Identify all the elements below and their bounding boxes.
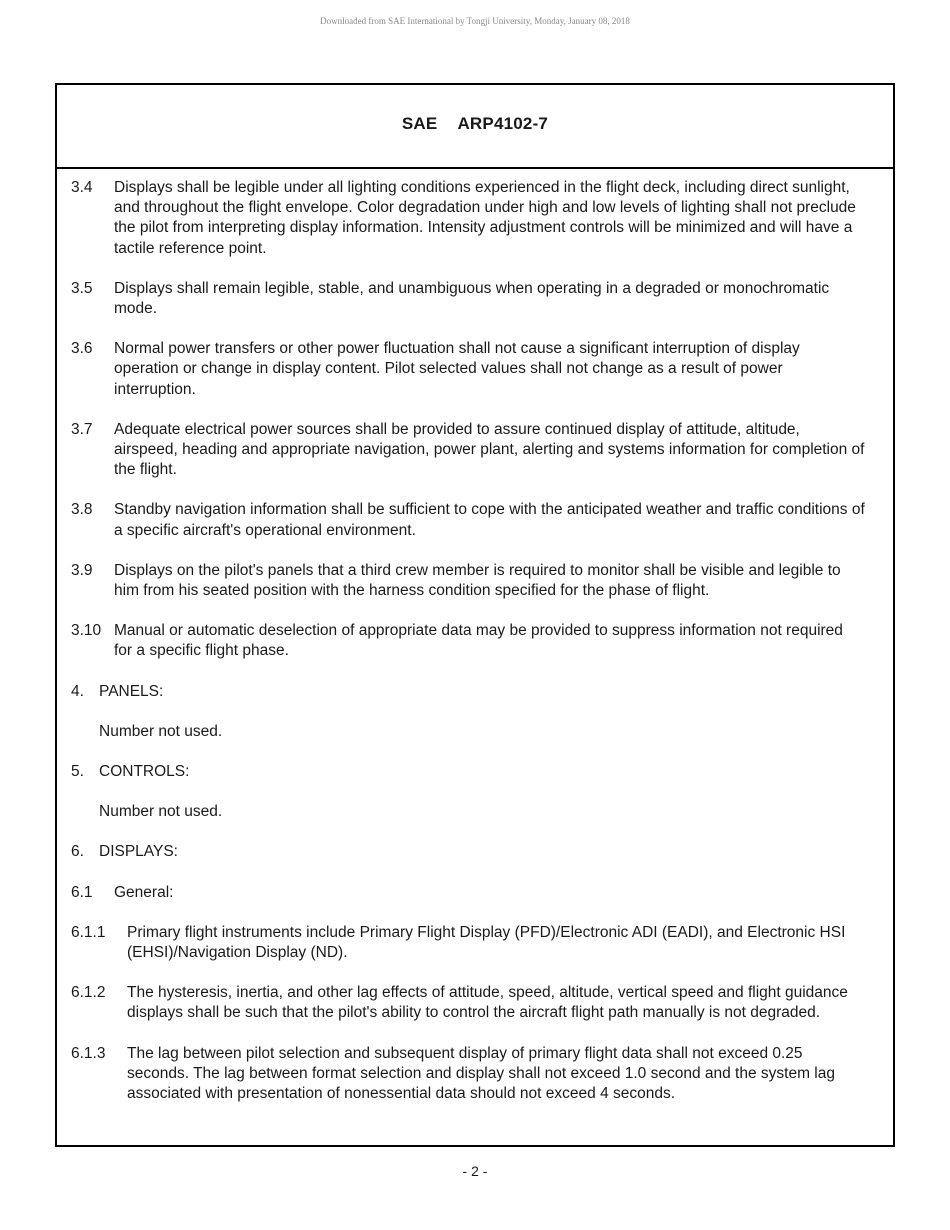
paragraph-6-1-3 — [71, 1044, 865, 1105]
paragraph-3-10 — [71, 621, 865, 661]
paragraph-3-8 — [71, 500, 865, 540]
section-6-1-heading — [71, 883, 865, 903]
section-title: General: — [114, 883, 174, 901]
paragraph-number: 3.6 — [71, 340, 93, 358]
document-body — [57, 169, 893, 1104]
paragraph-number: 3.7 — [71, 420, 93, 438]
section-4-heading — [71, 682, 865, 702]
paragraph-3-9 — [71, 561, 865, 601]
paragraph-6-1-1 — [71, 923, 865, 963]
paragraph-number: 3.5 — [71, 279, 93, 297]
section-title: CONTROLS: — [99, 763, 190, 781]
paragraph-text: Adequate electrical power sources shall be provided to assure continued display of attitude, altitude, airspeed, heading and appropriate navigation, power plant, alerting and systems information for completion of the flight. — [114, 420, 865, 479]
paragraph-text: Standby navigation information shall be sufficient to cope with the anticipated weather and traffic conditions of a specific aircraft's operational environment. — [114, 501, 865, 539]
section-number: 6. — [71, 843, 84, 861]
paragraph-number: 6.1.1 — [71, 923, 106, 941]
section-5-note: Number not used. — [99, 803, 223, 821]
document-header — [57, 85, 893, 169]
paragraph-3-4 — [71, 178, 865, 259]
paragraph-number: 3.9 — [71, 561, 93, 579]
paragraph-3-5 — [71, 279, 865, 319]
paragraph-number: 3.10 — [71, 622, 102, 640]
section-title: PANELS: — [99, 682, 164, 700]
document-title — [402, 114, 548, 134]
paragraph-text: The lag between pilot selection and subsequent display of primary flight data shall not exceed 0.25 seconds. The lag between format selection and display shall not exceed 1.0 second and the system lag associated with presentation of nonessential data should not exceed 4 seconds. — [127, 1044, 835, 1103]
paragraph-number: 6.1.2 — [71, 984, 106, 1002]
paragraph-text: Displays shall remain legible, stable, and unambiguous when operating in a degraded or monochromatic mode. — [114, 279, 830, 318]
download-watermark: Downloaded from SAE International by Tongji University, Monday, January 08, 2018 — [320, 16, 630, 26]
page-frame — [55, 83, 895, 1147]
paragraph-text: Primary flight instruments include Primary Flight Display (PFD)/Electronic ADI (EADI), and Electronic HSI (EHSI)/Navigation Display (ND). — [127, 923, 846, 962]
section-4-note: Number not used. — [99, 722, 223, 740]
paragraph-number: 6.1.3 — [71, 1044, 106, 1062]
paragraph-number: 3.8 — [71, 501, 93, 519]
section-number: 4. — [71, 682, 84, 700]
page-number: - 2 - — [462, 1163, 488, 1179]
section-number: 5. — [71, 763, 84, 781]
paragraph-3-6 — [71, 339, 865, 400]
paragraph-text: Displays on the pilot's panels that a third crew member is required to monitor shall be visible and legible to him from his seated position with the harness condition specified for the phase of flight. — [114, 561, 841, 600]
paragraph-text: Manual or automatic deselection of appropriate data may be provided to suppress information not required for a specific flight phase. — [114, 622, 843, 660]
paragraph-text: The hysteresis, inertia, and other lag effects of attitude, speed, altitude, vertical speed and flight guidance displays shall be such that the pilot's ability to control the aircraft flight path manually is not degraded. — [127, 984, 848, 1022]
section-number: 6.1 — [71, 883, 93, 901]
paragraph-number: 3.4 — [71, 179, 93, 196]
section-6-heading — [71, 842, 865, 862]
paragraph-text: Displays shall be legible under all lighting conditions experienced in the flight deck, including direct sunlight, and throughout the flight envelope. Color degradation under high and low levels of lighting shall not preclude the pilot from interpreting display information. Intensity adjustment controls will be minimized and will have a tactile reference point. — [114, 179, 856, 257]
org-name: SAE — [401, 114, 438, 133]
document-id: ARP4102-7 — [457, 114, 549, 133]
section-5-heading — [71, 762, 865, 782]
paragraph-3-7 — [71, 420, 865, 481]
paragraph-text: Normal power transfers or other power fluctuation shall not cause a significant interruption of display operation or change in display content. Pilot selected values shall not change as a result of power interruption. — [114, 340, 800, 398]
paragraph-6-1-2 — [71, 983, 865, 1023]
section-title: DISPLAYS: — [99, 843, 178, 861]
